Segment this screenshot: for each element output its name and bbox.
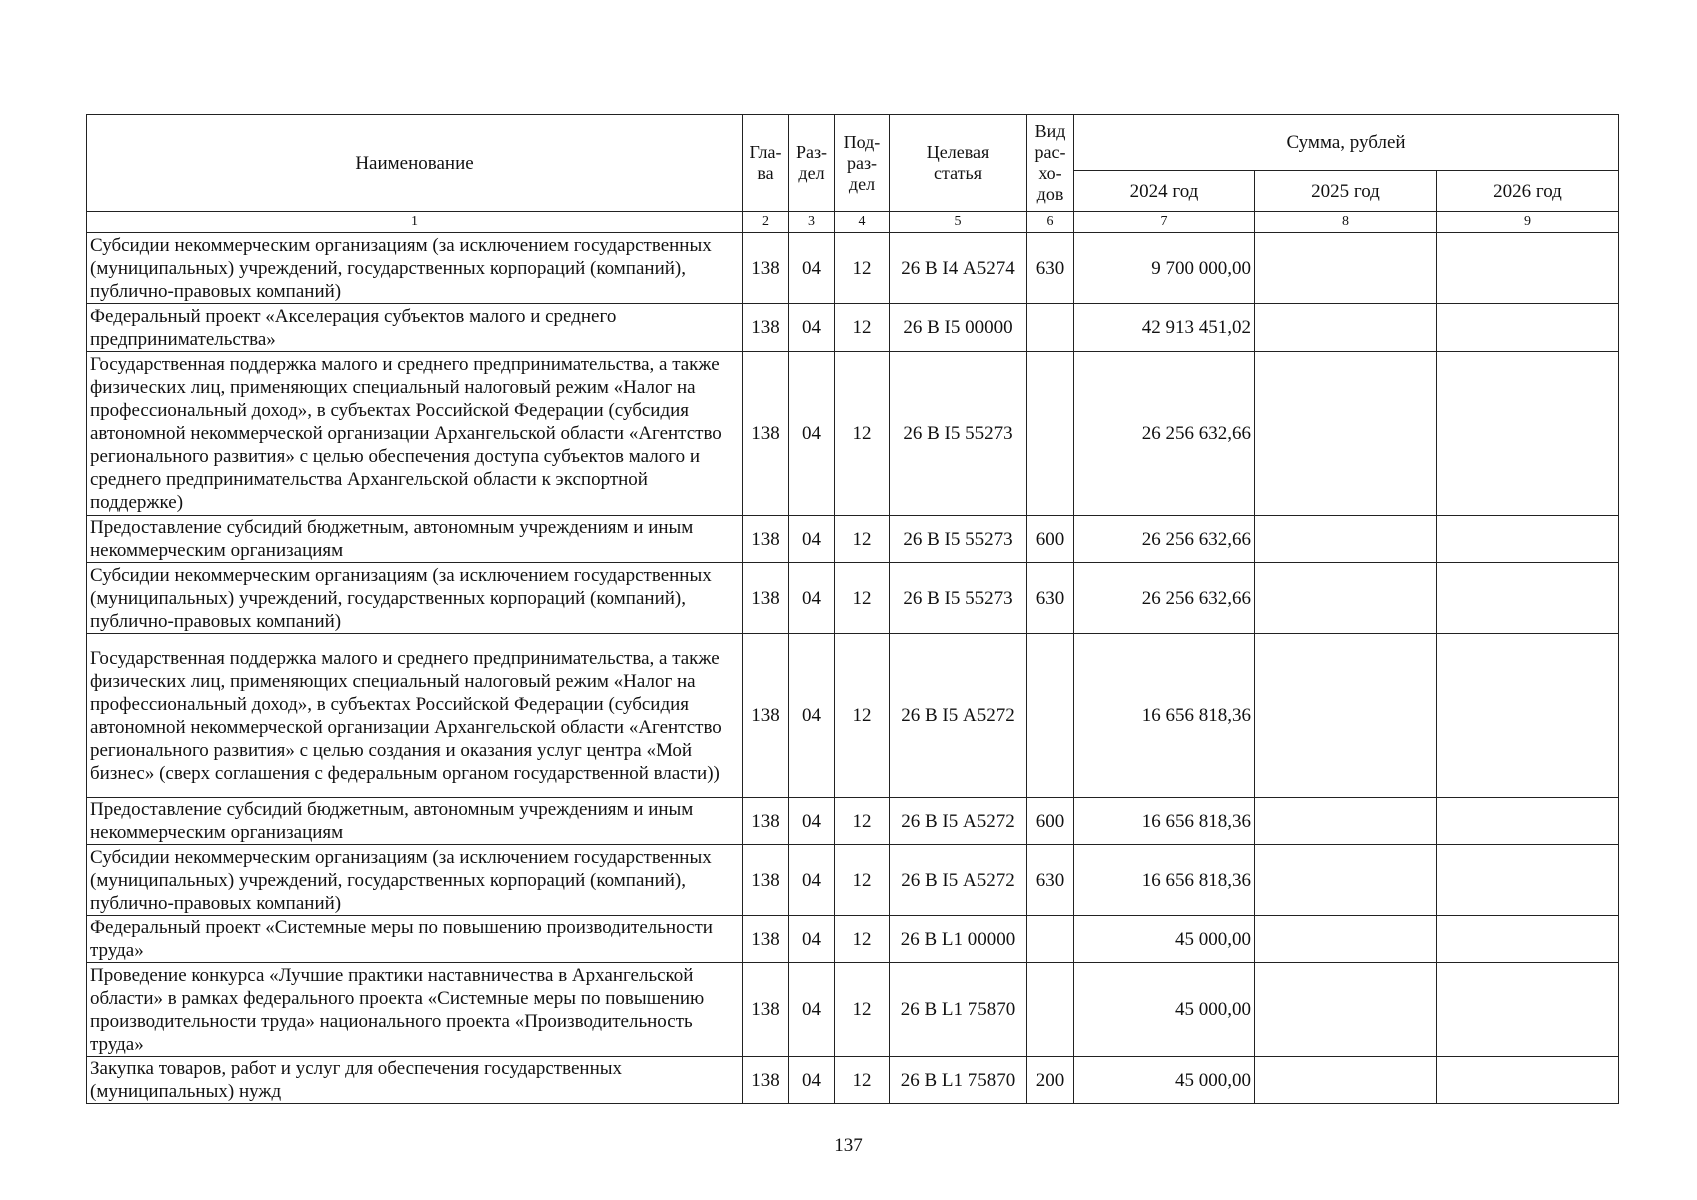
row-sum-2024: 16 656 818,36 [1074, 798, 1255, 845]
row-sum-2025 [1255, 916, 1437, 963]
row-chapter: 138 [743, 563, 789, 634]
row-target-article: 26 В I5 А5272 [890, 845, 1027, 916]
row-sum-2026 [1437, 916, 1619, 963]
row-name: Государственная поддержка малого и среднего предпринимательства, а также физических лиц, применяющих специальный налоговый режим «Налог на профессиональный доход», в субъектах Российской Федерации (субсидия автономной некоммерческой организации Архангельской области «Агентство регионального развития» с целью создания и оказания услуг центра «Мой бизнес» (сверх соглашения с федеральным органом государственной власти)) [87, 634, 743, 798]
table-row [87, 916, 1619, 963]
row-sum-2026 [1437, 634, 1619, 798]
row-sum-2025 [1255, 304, 1437, 352]
row-subsection: 12 [835, 233, 890, 304]
row-expense-type [1027, 963, 1074, 1057]
row-sum-2025 [1255, 634, 1437, 798]
header-name: Наименование [87, 115, 743, 212]
table-row [87, 634, 1619, 798]
row-chapter: 138 [743, 516, 789, 563]
row-name: Проведение конкурса «Лучшие практики наставничества в Архангельской области» в рамках федерального проекта «Системные меры по повышению производительности труда» национального проекта «Производительность труда» [87, 963, 743, 1057]
column-number: 9 [1437, 212, 1619, 233]
row-target-article: 26 В I5 55273 [890, 563, 1027, 634]
row-subsection: 12 [835, 304, 890, 352]
row-sum-2024: 42 913 451,02 [1074, 304, 1255, 352]
header-expense-type: Вид рас- хо- дов [1027, 115, 1074, 212]
row-chapter: 138 [743, 1057, 789, 1104]
row-sum-2025 [1255, 798, 1437, 845]
row-subsection: 12 [835, 1057, 890, 1104]
row-target-article: 26 В I5 55273 [890, 352, 1027, 516]
row-expense-type: 600 [1027, 798, 1074, 845]
table-row [87, 963, 1619, 1057]
row-chapter: 138 [743, 963, 789, 1057]
table-body [87, 233, 1619, 1104]
row-section: 04 [789, 845, 835, 916]
table-row [87, 563, 1619, 634]
row-name: Государственная поддержка малого и среднего предпринимательства, а также физических лиц, применяющих специальный налоговый режим «Налог на профессиональный доход», в субъектах Российской Федерации (субсидия автономной некоммерческой организации Архангельской области «Агентство регионального развития» с целью обеспечения доступа субъектов малого и среднего предпринимательства Архангельской области к экспортной поддержке) [87, 352, 743, 516]
row-sum-2025 [1255, 563, 1437, 634]
table-row [87, 352, 1619, 516]
row-section: 04 [789, 516, 835, 563]
row-target-article: 26 В I5 А5272 [890, 798, 1027, 845]
row-sum-2026 [1437, 845, 1619, 916]
row-sum-2026 [1437, 516, 1619, 563]
row-sum-2024: 26 256 632,66 [1074, 352, 1255, 516]
row-section: 04 [789, 233, 835, 304]
column-number: 4 [835, 212, 890, 233]
row-subsection: 12 [835, 798, 890, 845]
row-chapter: 138 [743, 352, 789, 516]
row-sum-2025 [1255, 1057, 1437, 1104]
budget-table [86, 114, 1619, 1104]
row-sum-2024: 16 656 818,36 [1074, 634, 1255, 798]
row-target-article: 26 В L1 75870 [890, 963, 1027, 1057]
row-expense-type: 600 [1027, 516, 1074, 563]
header-year-2026: 2026 год [1437, 171, 1619, 212]
row-name: Предоставление субсидий бюджетным, автономным учреждениям и иным некоммерческим организациям [87, 516, 743, 563]
row-sum-2026 [1437, 963, 1619, 1057]
header-section: Раз- дел [789, 115, 835, 212]
row-sum-2024: 9 700 000,00 [1074, 233, 1255, 304]
row-subsection: 12 [835, 352, 890, 516]
column-number: 5 [890, 212, 1027, 233]
row-sum-2026 [1437, 304, 1619, 352]
row-target-article: 26 В L1 00000 [890, 916, 1027, 963]
row-subsection: 12 [835, 963, 890, 1057]
row-subsection: 12 [835, 634, 890, 798]
row-expense-type [1027, 916, 1074, 963]
row-chapter: 138 [743, 304, 789, 352]
row-chapter: 138 [743, 845, 789, 916]
column-number: 1 [87, 212, 743, 233]
column-number: 2 [743, 212, 789, 233]
column-number: 3 [789, 212, 835, 233]
row-expense-type: 630 [1027, 845, 1074, 916]
row-sum-2025 [1255, 233, 1437, 304]
header-sum: Сумма, рублей [1074, 115, 1619, 171]
row-sum-2025 [1255, 352, 1437, 516]
row-target-article: 26 В I5 00000 [890, 304, 1027, 352]
header-year-2025: 2025 год [1255, 171, 1437, 212]
header-subsection: Под- раз- дел [835, 115, 890, 212]
row-sum-2024: 45 000,00 [1074, 916, 1255, 963]
row-section: 04 [789, 963, 835, 1057]
row-sum-2024: 45 000,00 [1074, 963, 1255, 1057]
row-subsection: 12 [835, 845, 890, 916]
row-name: Предоставление субсидий бюджетным, автономным учреждениям и иным некоммерческим организациям [87, 798, 743, 845]
row-sum-2026 [1437, 1057, 1619, 1104]
row-section: 04 [789, 1057, 835, 1104]
row-chapter: 138 [743, 916, 789, 963]
row-sum-2025 [1255, 845, 1437, 916]
row-expense-type: 630 [1027, 233, 1074, 304]
row-sum-2026 [1437, 233, 1619, 304]
row-target-article: 26 В I5 55273 [890, 516, 1027, 563]
row-name: Субсидии некоммерческим организациям (за исключением государственных (муниципальных) учреждений, государственных корпораций (компаний), публично-правовых компаний) [87, 233, 743, 304]
row-chapter: 138 [743, 798, 789, 845]
row-name: Закупка товаров, работ и услуг для обеспечения государственных (муниципальных) нужд [87, 1057, 743, 1104]
row-section: 04 [789, 352, 835, 516]
table-header [87, 115, 1619, 233]
row-section: 04 [789, 916, 835, 963]
header-chapter: Гла- ва [743, 115, 789, 212]
header-year-2024: 2024 год [1074, 171, 1255, 212]
row-section: 04 [789, 798, 835, 845]
row-sum-2026 [1437, 798, 1619, 845]
row-section: 04 [789, 304, 835, 352]
row-name: Федеральный проект «Системные меры по повышению производительности труда» [87, 916, 743, 963]
row-target-article: 26 В I5 А5272 [890, 634, 1027, 798]
row-sum-2026 [1437, 352, 1619, 516]
row-sum-2024: 16 656 818,36 [1074, 845, 1255, 916]
table-row [87, 845, 1619, 916]
table-row [87, 1057, 1619, 1104]
row-chapter: 138 [743, 233, 789, 304]
column-number: 7 [1074, 212, 1255, 233]
row-sum-2025 [1255, 516, 1437, 563]
row-expense-type [1027, 352, 1074, 516]
row-section: 04 [789, 563, 835, 634]
table-row [87, 304, 1619, 352]
row-name: Субсидии некоммерческим организациям (за исключением государственных (муниципальных) учреждений, государственных корпораций (компаний), публично-правовых компаний) [87, 845, 743, 916]
row-sum-2025 [1255, 963, 1437, 1057]
table-row [87, 798, 1619, 845]
row-chapter: 138 [743, 634, 789, 798]
table-row [87, 516, 1619, 563]
row-expense-type: 200 [1027, 1057, 1074, 1104]
row-target-article: 26 В I4 А5274 [890, 233, 1027, 304]
row-section: 04 [789, 634, 835, 798]
column-number-row [87, 212, 1619, 233]
row-name: Субсидии некоммерческим организациям (за исключением государственных (муниципальных) учреждений, государственных корпораций (компаний), публично-правовых компаний) [87, 563, 743, 634]
row-name: Федеральный проект «Акселерация субъектов малого и среднего предпринимательства» [87, 304, 743, 352]
column-number: 8 [1255, 212, 1437, 233]
row-subsection: 12 [835, 916, 890, 963]
row-subsection: 12 [835, 563, 890, 634]
table-row [87, 233, 1619, 304]
row-target-article: 26 В L1 75870 [890, 1057, 1027, 1104]
row-expense-type [1027, 304, 1074, 352]
row-sum-2026 [1437, 563, 1619, 634]
page-number: 137 [834, 1135, 863, 1156]
row-expense-type: 630 [1027, 563, 1074, 634]
row-expense-type [1027, 634, 1074, 798]
row-subsection: 12 [835, 516, 890, 563]
row-sum-2024: 45 000,00 [1074, 1057, 1255, 1104]
row-sum-2024: 26 256 632,66 [1074, 516, 1255, 563]
header-target-article: Целевая статья [890, 115, 1027, 212]
row-sum-2024: 26 256 632,66 [1074, 563, 1255, 634]
column-number: 6 [1027, 212, 1074, 233]
